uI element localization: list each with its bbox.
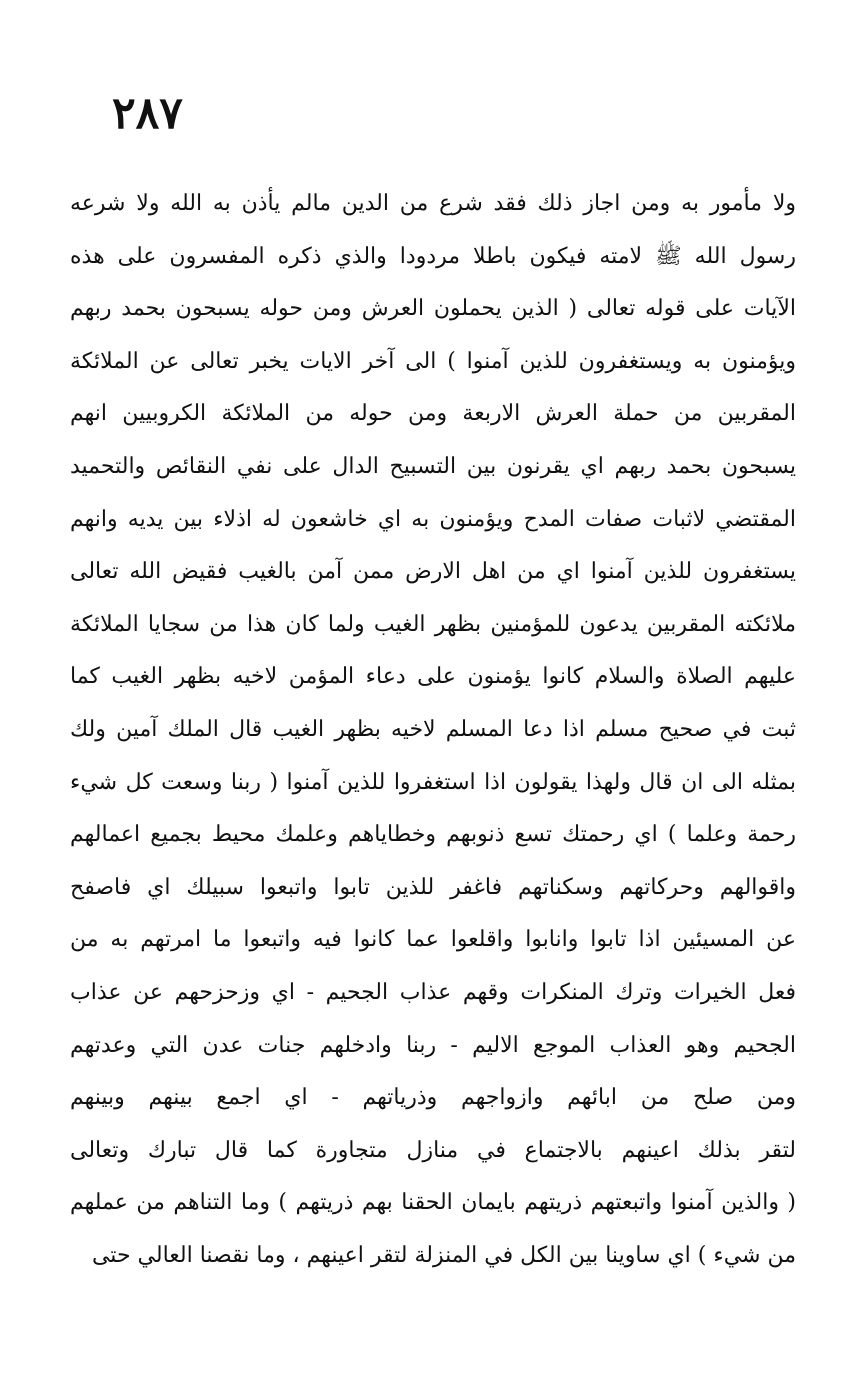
text-line: بمثله الى ان قال ولهذا يقولون اذا استغفروا للذين آمنوا ( ربنا وسعت كل شيء [70,769,796,795]
text-line: واقوالهم وحركاتهم وسكناتهم فاغفر للذين تابوا واتبعوا سبيلك اي فاصفح [70,874,796,900]
text-line: رسول الله ﷺ لامته فيكون باطلا مردودا والذي ذكره المفسرون على هذه [70,243,796,269]
text-line: من شيء ) اي ساوينا بين الكل في المنزلة لتقر اعينهم ، وما نقصنا العالي حتى [91,1242,796,1268]
text-line: ومن صلح من ابائهم وازواجهم وذرياتهم - اي اجمع بينهم وبينهم [70,1085,796,1111]
text-line: ( والذين آمنوا واتبعتهم ذريتهم بايمان الحقنا بهم ذريتهم ) وما التناهم من عملهم [70,1190,796,1216]
text-line: المقربين من حملة العرش الاربعة ومن حوله من الملائكة الكروبيين انهم [70,401,796,427]
text-line: ملائكته المقربين يدعون للمؤمنين بظهر الغيب ولما كان هذا من سجايا الملائكة [70,611,796,637]
text-line: الجحيم وهو العذاب الموجع الاليم - ربنا وادخلهم جنات عدن التي وعدتهم [70,1032,796,1058]
text-line: عليهم الصلاة والسلام كانوا يؤمنون على دعاء المؤمن لاخيه بظهر الغيب كما [70,664,796,690]
page-number: ٢٨٧ [112,88,183,139]
text-line: ولا مأمور به ومن اجاز ذلك فقد شرع من الدين مالم يأذن به الله ولا شرعه [70,191,796,216]
text-line: ثبت في صحيح مسلم اذا دعا المسلم لاخيه بظهر الغيب قال الملك آمين ولك [70,716,796,742]
body-text [70,178,796,1282]
text-line: فعل الخيرات وترك المنكرات وقهم عذاب الجحيم - اي وزحزحهم عن عذاب [70,979,796,1005]
text-line: لتقر بذلك اعينهم بالاجتماع في منازل متجاورة كما قال تبارك وتعالى [70,1137,796,1163]
text-line: عن المسيئين اذا تابوا وانابوا واقلعوا عما كانوا فيه واتبعوا ما امرتهم به من [70,927,796,953]
text-line: يسبحون بحمد ربهم اي يقرنون بين التسبيح الدال على نفي النقائص والتحميد [70,453,796,479]
text-line: الآيات على قوله تعالى ( الذين يحملون العرش ومن حوله يسبحون بحمد ربهم [70,296,796,322]
text-line: المقتضي لاثبات صفات المدح ويؤمنون به اي خاشعون له اذلاء بين يديه وانهم [70,506,796,532]
text-line: رحمة وعلما ) اي رحمتك تسع ذنوبهم وخطاياهم وعلمك محيط بجميع اعمالهم [70,822,796,848]
text-line: ويؤمنون به ويستغفرون للذين آمنوا ) الى آخر الايات يخبر تعالى عن الملائكة [70,348,796,374]
text-line: يستغفرون للذين آمنوا اي من اهل الارض ممن آمن بالغيب فقيض الله تعالى [70,559,796,585]
